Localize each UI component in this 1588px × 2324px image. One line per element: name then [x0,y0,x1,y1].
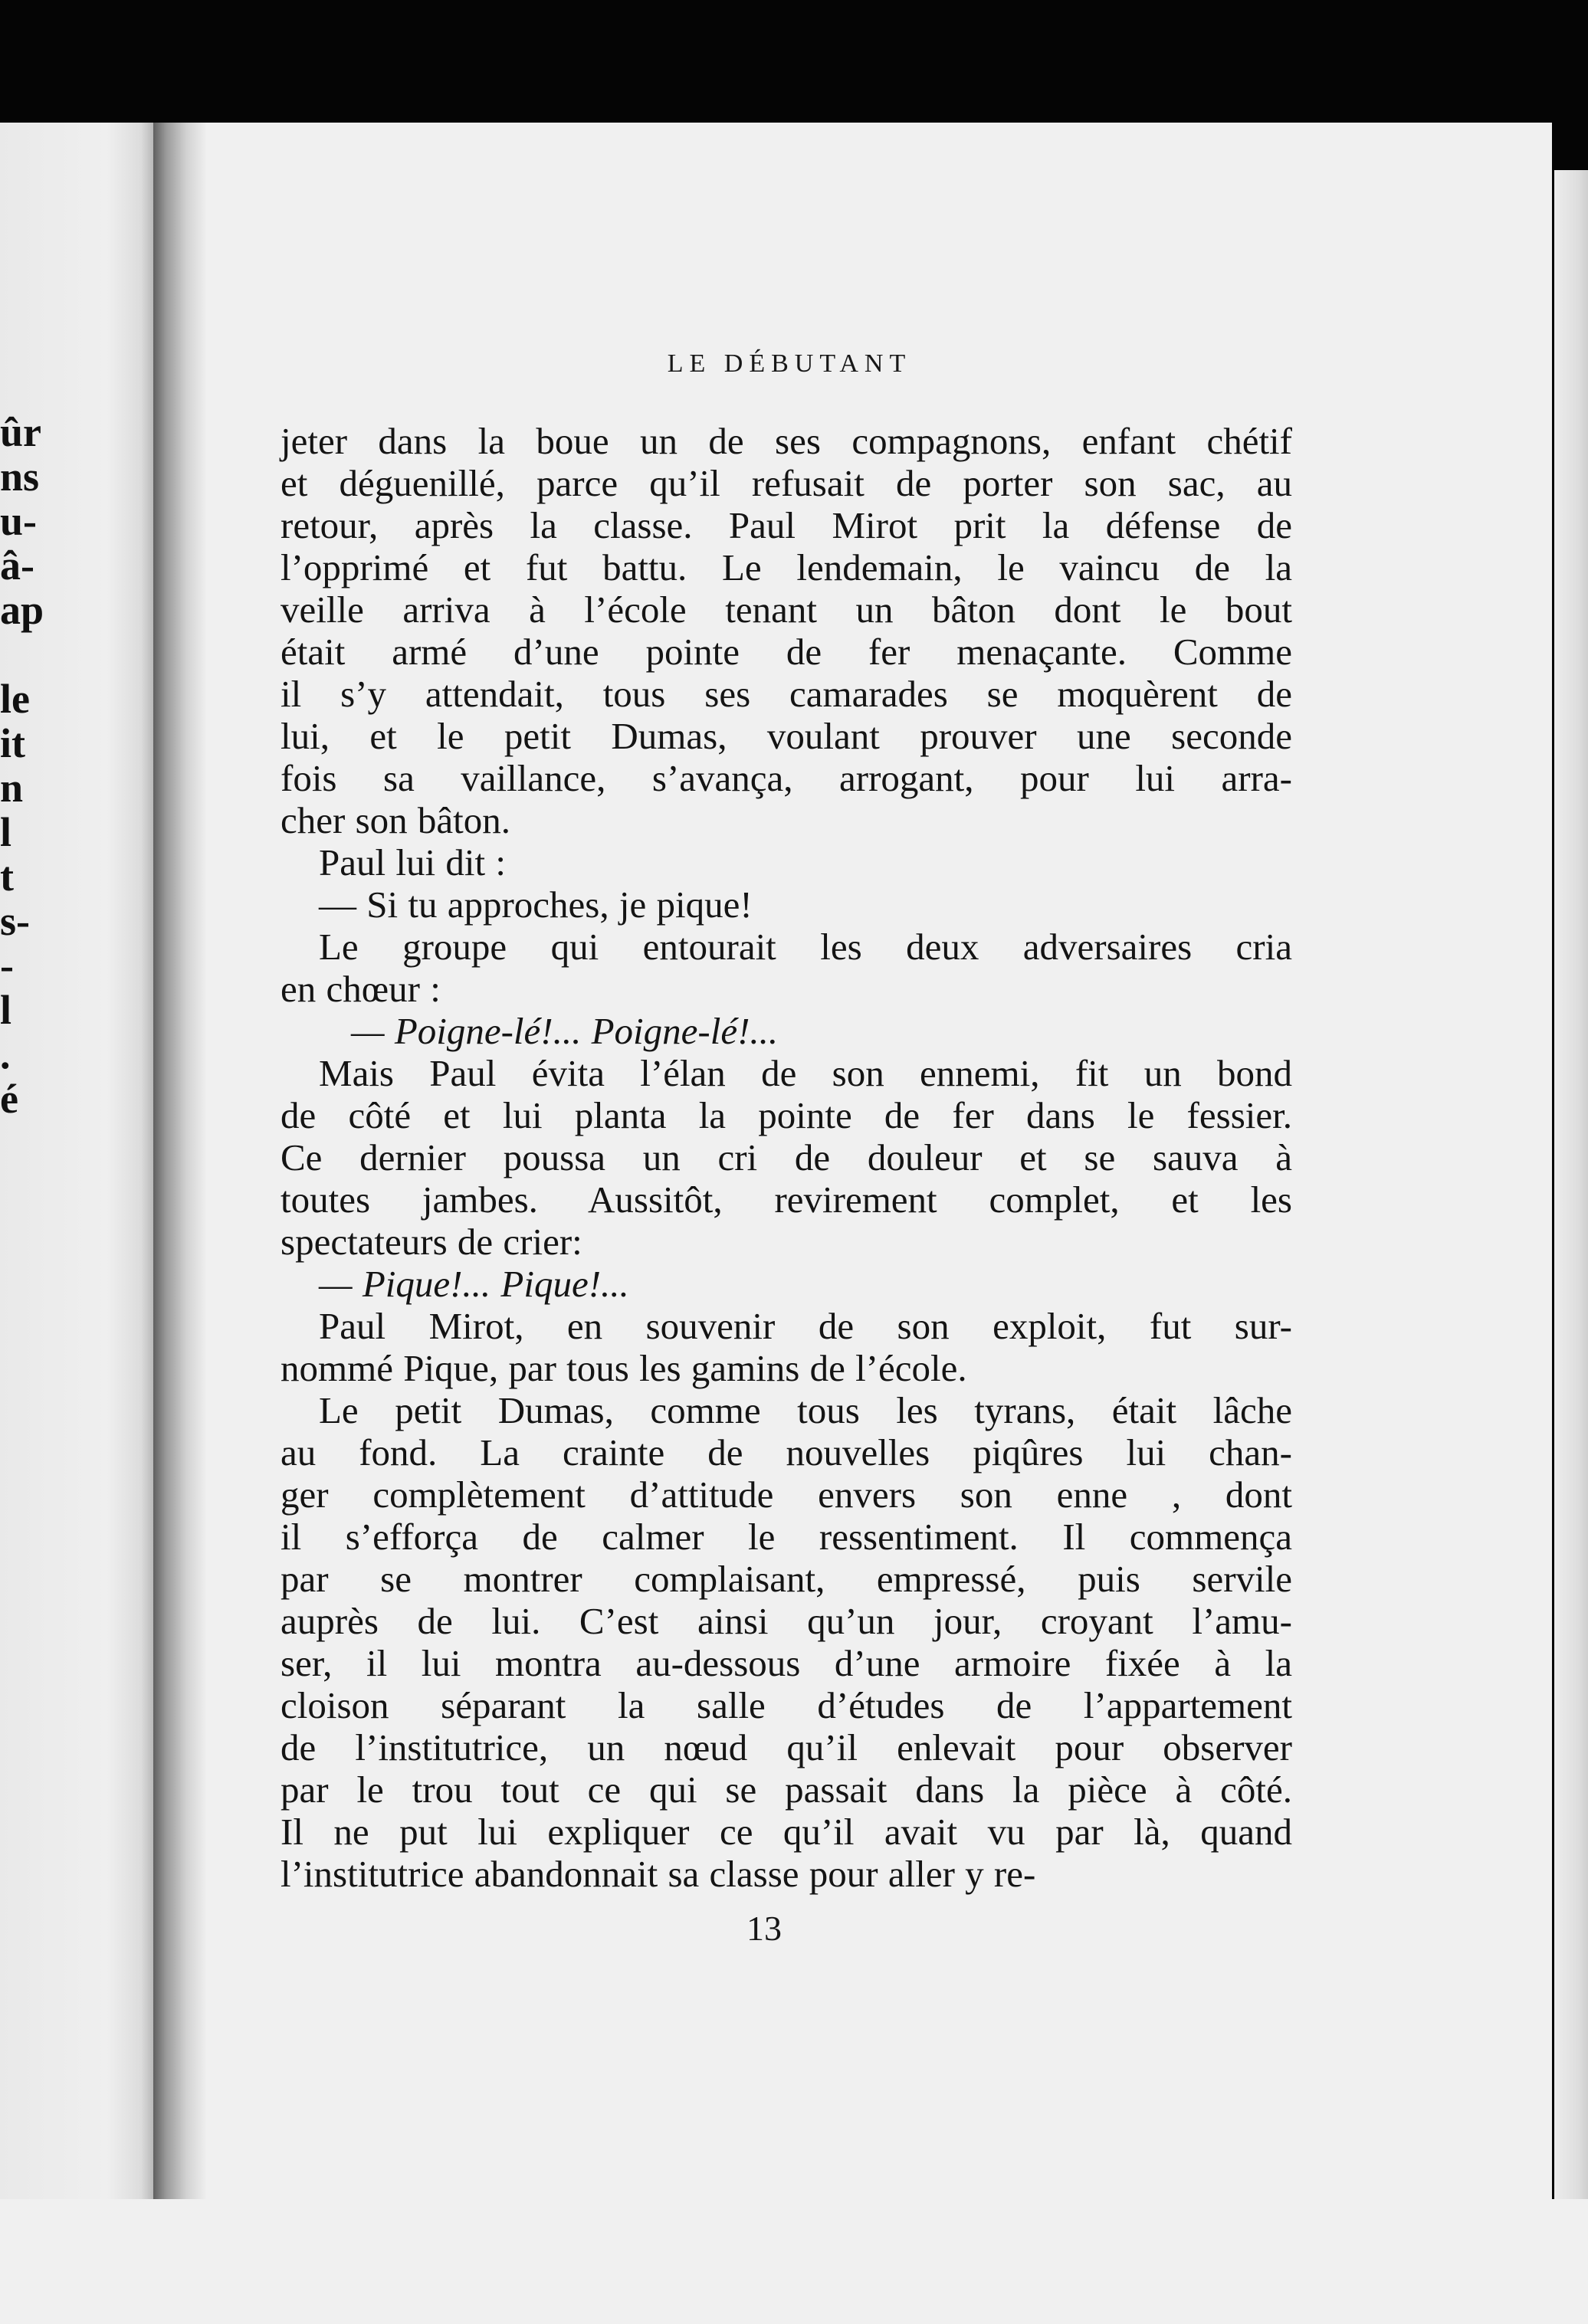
left-fragment-line: n [0,765,24,811]
left-fragment-line: - [0,942,14,988]
left-fragment-line: it [0,720,25,766]
text-line: et déguenillé, parce qu’il refusait de porter son sac, au [281,462,1292,504]
left-fragment-line: ap [0,587,44,633]
text-line: de côté et lui planta la pointe de fer dans le fessier. [281,1094,1292,1136]
text-line: cloison séparant la salle d’études de l’appartement [281,1684,1292,1726]
right-page-edge [1554,170,1588,2324]
text-line: — Si tu approches, je pique! [319,883,753,926]
text-line: il s’y attendait, tous ses camarades se moquèrent de [281,673,1292,715]
text-line: ser, il lui montra au-dessous d’une armoire fixée à la [281,1642,1292,1684]
left-fragment-line: â- [0,542,34,588]
left-fragment-line: u- [0,498,38,544]
text-line: l’opprimé et fut battu. Le lendemain, le vaincu de la [281,546,1292,588]
text-line: lui, et le petit Dumas, voulant prouver une seconde [281,715,1292,757]
text-line: Il ne put lui expliquer ce qu’il avait vu par là, quand [281,1811,1292,1853]
text-line: au fond. La crainte de nouvelles piqûres lui chan- [281,1431,1292,1473]
text-line: il s’efforça de calmer le ressentiment. Il commença [281,1516,1292,1558]
text-line: — Poigne-lé!... Poigne-lé!... [351,1010,779,1052]
gutter-shadow [153,123,207,2324]
body-text [281,420,1292,1895]
text-line: toutes jambes. Aussitôt, revirement complet, et les [281,1178,1292,1221]
left-fragment-line: t [0,854,14,900]
text-line: spectateurs de crier: [281,1221,582,1263]
page-bottom-area [0,2199,1588,2324]
left-fragment-line: ûr [0,409,41,455]
text-line: veille arriva à l’école tenant un bâton dont le bout [281,588,1292,631]
text-line: Paul Mirot, en souvenir de son exploit, fut sur- [319,1305,1292,1347]
text-line: l’institutrice abandonnait sa classe pour aller y re- [281,1853,1036,1895]
running-head: LE DÉBUTANT [667,349,912,378]
text-line: en chœur : [281,968,441,1010]
left-fragment-line: ns [0,454,40,500]
text-line: de l’institutrice, un nœud qu’il enlevait pour observer [281,1726,1292,1768]
text-line: cher son bâton. [281,799,510,841]
text-line: par le trou tout ce qui se passait dans la pièce à côté. [281,1768,1292,1811]
left-fragment-line: s- [0,898,30,944]
text-line: nommé Pique, par tous les gamins de l’école. [281,1347,967,1389]
text-line: jeter dans la boue un de ses compagnons, enfant chétif [281,420,1292,462]
text-line: Paul lui dit : [319,841,506,883]
text-line: Mais Paul évita l’élan de son ennemi, fit un bond [319,1052,1292,1094]
text-line: Le petit Dumas, comme tous les tyrans, était lâche [319,1389,1292,1431]
text-line: retour, après la classe. Paul Mirot prit la défense de [281,504,1292,546]
left-fragment-line: . [0,1031,11,1077]
text-line: — Pique!... Pique!... [319,1263,629,1305]
text-line: par se montrer complaisant, empressé, puis servile [281,1558,1292,1600]
text-line: Le groupe qui entourait les deux adversaires cria [319,926,1292,968]
left-fragment-line: l [0,809,12,855]
text-line: ger complètement d’attitude envers son enne , dont [281,1473,1292,1516]
text-line: fois sa vaillance, s’avança, arrogant, pour lui arra- [281,757,1292,799]
left-page-text-fragments [0,409,44,1122]
left-fragment-line: l [0,987,12,1033]
left-fragment-line [0,632,31,677]
text-line: était armé d’une pointe de fer menaçante. Comme [281,631,1292,673]
page-number: 13 [746,1909,782,1948]
text-line: auprès de lui. C’est ainsi qu’un jour, croyant l’amu- [281,1600,1292,1642]
text-line: Ce dernier poussa un cri de douleur et se sauva à [281,1136,1292,1178]
left-fragment-line: le [0,676,30,722]
left-fragment-line: é [0,1076,18,1122]
